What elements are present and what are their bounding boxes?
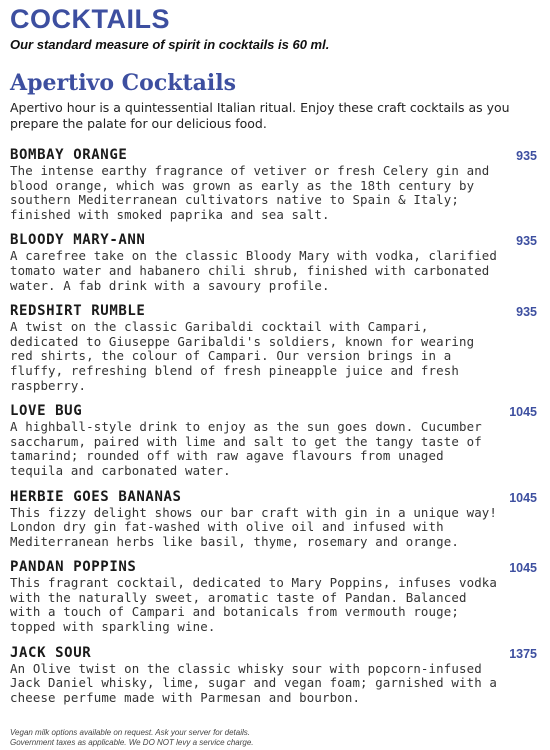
section-intro: Apertivo hour is a quintessential Italian ritual. Enjoy these craft cocktails as you prepare the palate for our delicious food. (10, 100, 510, 131)
footer-notes (10, 728, 254, 747)
item-price: 935 (516, 234, 537, 249)
item-price: 935 (516, 149, 537, 163)
item-price: 935 (516, 305, 537, 320)
menu-page (10, 4, 537, 715)
item-description: This fizzy delight shows our bar craft with gin in a unique way! London dry gin fat-washed with olive oil and infused with Mediterranean herbs like basil, thyme, rosemary and orange. (10, 504, 498, 549)
item-price: 1045 (509, 561, 537, 576)
menu-item-bloody-mary-ann (10, 232, 537, 293)
footer-vegan-note: Vegan milk options available on request. Ask your server for details. (10, 728, 250, 737)
footer-tax-note: Government taxes as applicable. We DO NOT levy a service charge. (10, 737, 254, 747)
item-description: The intense earthy fragrance of vetiver or fresh Celery gin and blood orange, which was grown as early as the 18th century by southern Mediterranean cultivators native to Spain & Italy; finished with smoked paprika and sea salt. (10, 163, 490, 222)
item-description: This fragrant cocktail, dedicated to Mary Poppins, infuses vodka with the naturally sweet, aromatic taste of Pandan. Balanced with a touch of Campari and botanicals from vermouth rouge; topped with sparkling wine. (10, 575, 498, 635)
item-name: REDSHIRT RUMBLE (10, 303, 146, 320)
item-price: 1045 (509, 405, 537, 420)
item-name: JACK SOUR (10, 644, 92, 661)
item-name: BLOODY MARY-ANN (10, 232, 146, 249)
measure-note: Our standard measure of spirit in cocktails is 60 ml. (10, 37, 330, 52)
menu-item-love-bug (10, 403, 537, 478)
menu-item-herbie-goes-bananas (10, 488, 537, 550)
menu-item-redshirt-rumble (10, 303, 537, 393)
item-price: 1375 (509, 646, 537, 661)
item-name: LOVE BUG (10, 403, 83, 420)
item-description: A twist on the classic Garibaldi cocktail with Campari, dedicated to Giuseppe Garibaldi's soldiers, known for wearing red shirts, the colour of Campari. Our version brings in a fluffy, refreshing blend of fresh pineapple juice and fresh raspberry. (10, 319, 475, 393)
menu-item-pandan-poppins (10, 559, 537, 635)
item-name: PANDAN POPPINS (10, 559, 137, 576)
menu-item-jack-sour (10, 644, 537, 706)
item-name: BOMBAY ORANGE (10, 147, 128, 163)
cocktail-list (10, 147, 537, 705)
menu-item-bombay-orange (10, 147, 537, 222)
section-title: Apertivo Cocktails (10, 70, 237, 96)
item-description: A carefree take on the classic Bloody Mary with vodka, clarified tomato water and habanero chili shrub, finished with carbonated water. A fab drink with a savoury profile. (10, 248, 498, 293)
item-description: A highball-style drink to enjoy as the sun goes down. Cucumber saccharum, paired with lime and salt to get the tangy taste of tamarind; rounded off with raw agave flavours from unaged tequila and carbonated water. (10, 419, 482, 478)
item-price: 1045 (509, 490, 537, 505)
item-description: An Olive twist on the classic whisky sour with popcorn-infused Jack Daniel whisky, lime, sugar and vegan foam; garnished with a cheese perfume made with Parmesan and bourbon. (10, 660, 498, 705)
item-name: HERBIE GOES BANANAS (10, 488, 182, 505)
page-title: COCKTAILS (10, 4, 170, 34)
